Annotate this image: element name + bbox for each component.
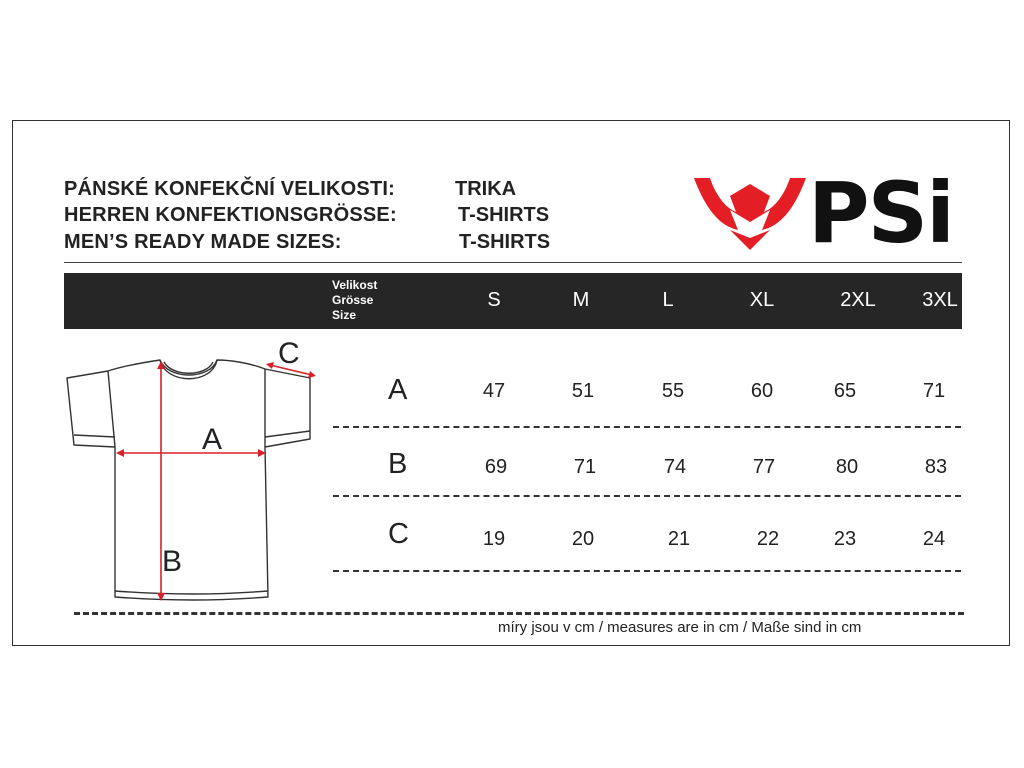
cell-b-s: 69 — [484, 456, 508, 478]
diagram-label-a: A — [202, 423, 223, 456]
cell-a-xl: 60 — [750, 380, 774, 402]
footer-divider — [74, 612, 964, 615]
header-rule — [64, 262, 962, 263]
size-label-cz: Velikost — [332, 278, 378, 292]
logo-text: PSi — [808, 174, 953, 250]
cell-b-l: 74 — [663, 456, 687, 478]
logo-tip-icon — [730, 230, 770, 250]
size-col-l: L — [662, 289, 674, 311]
cell-b-m: 71 — [573, 456, 597, 478]
tshirt-diagram — [60, 335, 330, 610]
size-label-en: Size — [332, 308, 357, 322]
psi-logo — [694, 174, 966, 250]
size-label-de: Grösse — [332, 293, 374, 307]
size-label — [332, 278, 377, 323]
measure-note: míry jsou v cm / measures are in cm / Maße sind in cm — [498, 619, 862, 636]
tshirt-outline-icon — [67, 360, 310, 600]
cell-a-m: 51 — [571, 380, 595, 402]
row-letter-a: A — [388, 374, 408, 406]
title-line-cz: PÁNSKÉ KONFEKČNÍ VELIKOSTI: — [64, 178, 395, 200]
cell-b-3xl: 83 — [924, 456, 948, 478]
title-value-de: T-SHIRTS — [458, 204, 550, 226]
arrow-c-end-icon — [308, 371, 316, 378]
diagram-label-c: C — [278, 337, 300, 370]
row-letter-b: B — [388, 448, 408, 480]
diagram-label-b: B — [162, 545, 183, 578]
cell-b-xl: 77 — [752, 456, 776, 478]
arrow-c-start-icon — [266, 362, 274, 369]
cell-c-2xl: 23 — [833, 528, 857, 550]
title-value-en: T-SHIRTS — [459, 231, 551, 253]
cell-a-3xl: 71 — [922, 380, 946, 402]
cell-c-l: 21 — [667, 528, 691, 550]
logo-wing-icon — [694, 178, 806, 230]
cell-c-m: 20 — [571, 528, 595, 550]
cell-a-2xl: 65 — [833, 380, 857, 402]
size-col-2xl: 2XL — [840, 289, 876, 311]
row-letter-c: C — [388, 518, 409, 550]
cell-a-s: 47 — [482, 380, 506, 402]
title-value-cz: TRIKA — [455, 178, 517, 200]
title-line-en: MEN’S READY MADE SIZES: — [64, 231, 342, 253]
cell-c-3xl: 24 — [922, 528, 946, 550]
cell-a-l: 55 — [661, 380, 685, 402]
size-col-m: M — [572, 289, 590, 311]
title-line-de: HERREN KONFEKTIONSGRÖSSE: — [64, 204, 397, 226]
size-col-xl: XL — [749, 289, 775, 311]
cell-c-s: 19 — [482, 528, 506, 550]
row-divider-c — [333, 570, 961, 572]
row-divider-a — [333, 426, 961, 428]
size-col-s: S — [487, 289, 501, 311]
cell-b-2xl: 80 — [835, 456, 859, 478]
row-divider-b — [333, 495, 961, 497]
cell-c-xl: 22 — [756, 528, 780, 550]
size-col-3xl: 3XL — [922, 289, 958, 311]
